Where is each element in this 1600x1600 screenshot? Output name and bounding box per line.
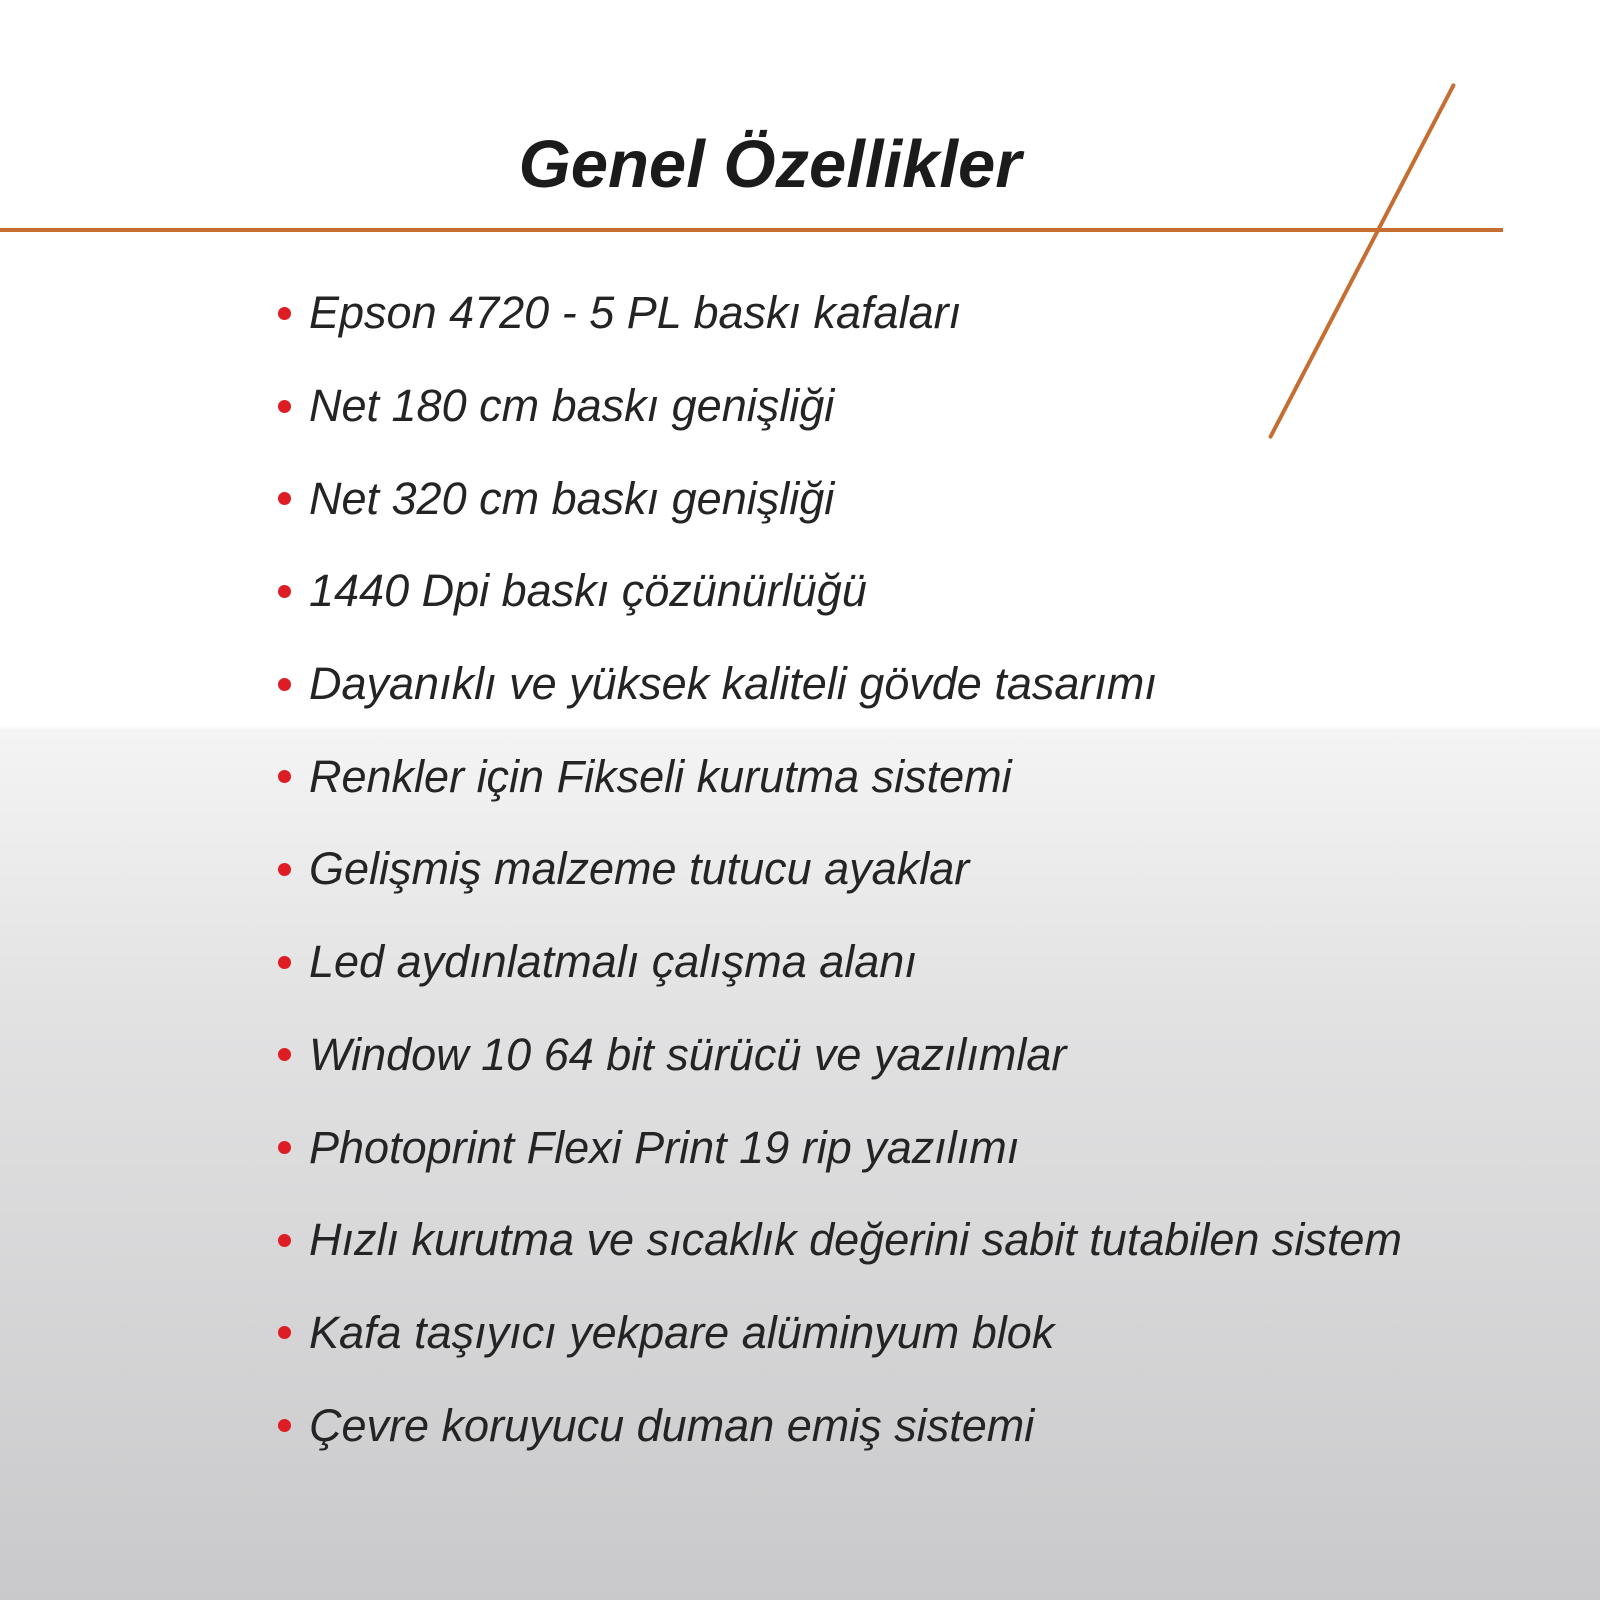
feature-text: Hızlı kurutma ve sıcaklık değerini sabit tutabilen sistem: [309, 1214, 1402, 1266]
red-dot-bullet-icon: [278, 770, 291, 783]
red-dot-bullet-icon: [278, 1419, 291, 1432]
red-dot-bullet-icon: [278, 1141, 291, 1154]
feature-text: Photoprint Flexi Print 19 rip yazılımı: [309, 1121, 1020, 1173]
list-item: [278, 267, 1402, 360]
list-item: [278, 1287, 1402, 1380]
red-dot-bullet-icon: [278, 400, 291, 413]
feature-text: 1440 Dpi baskı çözünürlüğü: [309, 565, 867, 617]
red-dot-bullet-icon: [278, 307, 291, 320]
feature-text: Kafa taşıyıcı yekpare alüminyum blok: [309, 1306, 1055, 1358]
list-item: [278, 730, 1402, 823]
feature-text: Gelişmiş malzeme tutucu ayaklar: [309, 843, 970, 895]
feature-text: Çevre koruyucu duman emiş sistemi: [309, 1399, 1035, 1451]
list-item: [278, 452, 1402, 545]
list-item: [278, 360, 1402, 453]
feature-text: Epson 4720 - 5 PL baskı kafaları: [309, 287, 962, 339]
red-dot-bullet-icon: [278, 678, 291, 691]
red-dot-bullet-icon: [278, 863, 291, 876]
red-dot-bullet-icon: [278, 1326, 291, 1339]
red-dot-bullet-icon: [278, 1234, 291, 1247]
list-item: [278, 638, 1402, 731]
red-dot-bullet-icon: [278, 1048, 291, 1061]
feature-text: Led aydınlatmalı çalışma alanı: [309, 936, 917, 988]
red-dot-bullet-icon: [278, 492, 291, 505]
feature-text: Dayanıklı ve yüksek kaliteli gövde tasarımı: [309, 658, 1157, 710]
list-item: [278, 1194, 1402, 1287]
list-item: [278, 1379, 1402, 1472]
feature-text: Net 320 cm baskı genişliği: [309, 472, 835, 524]
feature-list: [278, 267, 1402, 1472]
list-item: [278, 1101, 1402, 1194]
red-dot-bullet-icon: [278, 585, 291, 598]
feature-text: Net 180 cm baskı genişliği: [309, 380, 835, 432]
accent-horizontal-line: [0, 228, 1503, 232]
red-dot-bullet-icon: [278, 956, 291, 969]
list-item: [278, 545, 1402, 638]
list-item: [278, 823, 1402, 916]
feature-text: Window 10 64 bit sürücü ve yazılımlar: [309, 1028, 1067, 1080]
page-title: Genel Özellikler: [518, 127, 1022, 202]
list-item: [278, 916, 1402, 1009]
feature-text: Renkler için Fikseli kurutma sistemi: [309, 750, 1012, 802]
list-item: [278, 1009, 1402, 1102]
